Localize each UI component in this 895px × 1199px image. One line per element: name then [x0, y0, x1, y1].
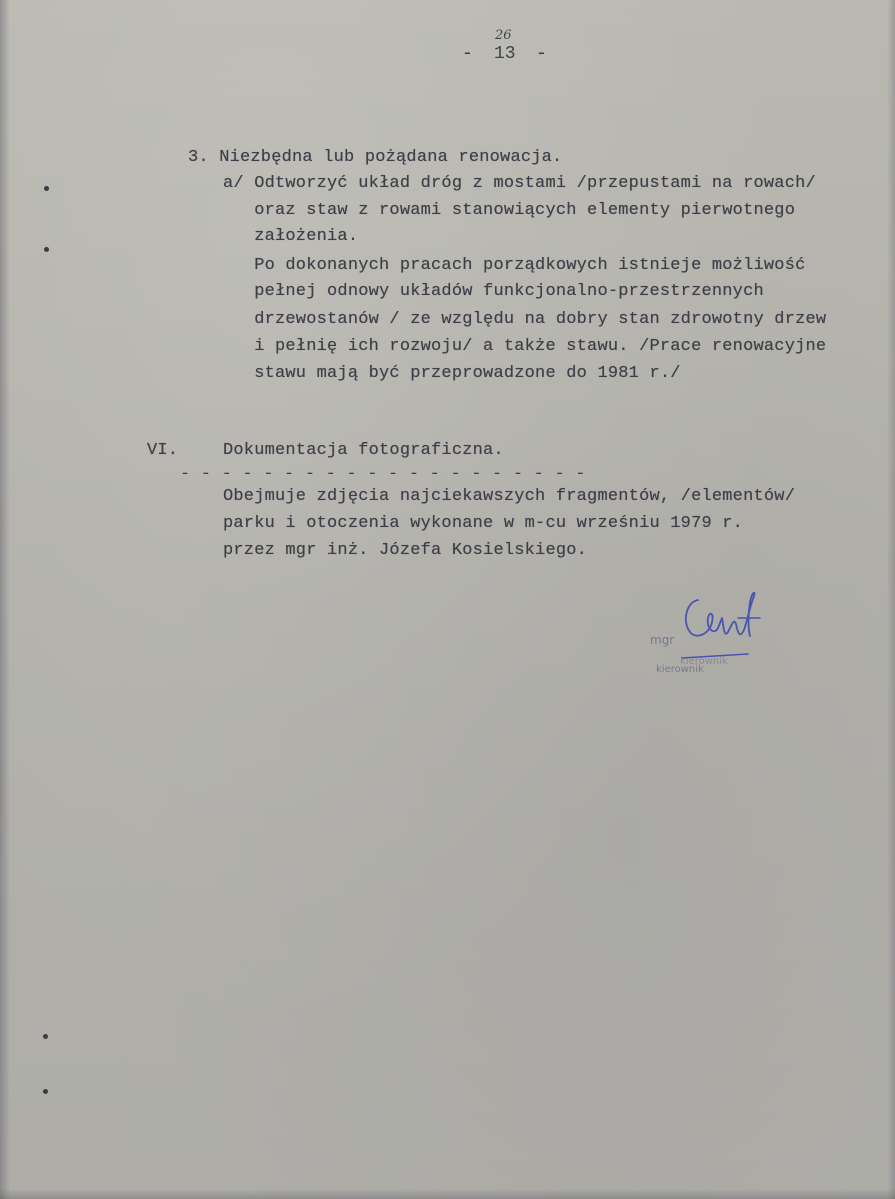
section-3-line: pełnej odnowy układów funkcjonalno-przestrzennych	[223, 282, 764, 301]
stamp-line: kierownik	[656, 664, 704, 675]
section-3-line: Po dokonanych pracach porządkowych istnieje możliwość	[223, 256, 806, 275]
section-VI-underline: - - - - - - - - - - - - - - - - - - - -	[180, 465, 586, 484]
section-VI-line: parku i otoczenia wykonane w m-cu wrześniu 1979 r.	[223, 514, 744, 533]
section-3-line: drzewostanów / ze względu na dobry stan zdrowotny drzew	[223, 310, 827, 329]
page-number-handwritten: 26	[495, 28, 512, 43]
page-number-typed: 13	[494, 44, 516, 64]
page-edge-shadow	[0, 1189, 895, 1199]
handwritten-signature	[680, 588, 770, 663]
section-3-line: oraz staw z rowami stanowiących elementy pierwotnego	[223, 201, 796, 220]
section-3-line: i pełnię ich rozwoju/ a także stawu. /Prace renowacyjne	[223, 337, 827, 356]
page-number-prefix: -	[462, 44, 474, 64]
page-edge-shadow	[887, 0, 895, 1199]
section-VI-line: Obejmuje zdjęcia najciekawszych fragmentów, /elementów/	[223, 487, 796, 506]
section-3-heading: 3. Niezbędna lub pożądana renowacja.	[188, 148, 563, 167]
page-edge-shadow	[0, 0, 10, 1199]
punch-hole	[44, 186, 49, 191]
section-3-line: założenia.	[223, 227, 359, 246]
section-3-line: stawu mają być przeprowadzone do 1981 r./	[223, 364, 681, 383]
punch-hole	[44, 247, 49, 252]
stamp-line: kierownik	[680, 656, 728, 667]
section-3-line: a/ Odtworzyć układ dróg z mostami /przepustami na rowach/	[223, 174, 816, 193]
punch-hole	[43, 1034, 48, 1039]
section-VI-line: przez mgr inż. Józefa Kosielskiego.	[223, 541, 588, 560]
section-VI-title: Dokumentacja fotograficzna.	[223, 441, 504, 460]
page-number-suffix: -	[536, 44, 548, 64]
section-VI-number: VI.	[147, 441, 179, 460]
punch-hole	[43, 1089, 48, 1094]
stamp-title: mgr	[650, 633, 675, 647]
